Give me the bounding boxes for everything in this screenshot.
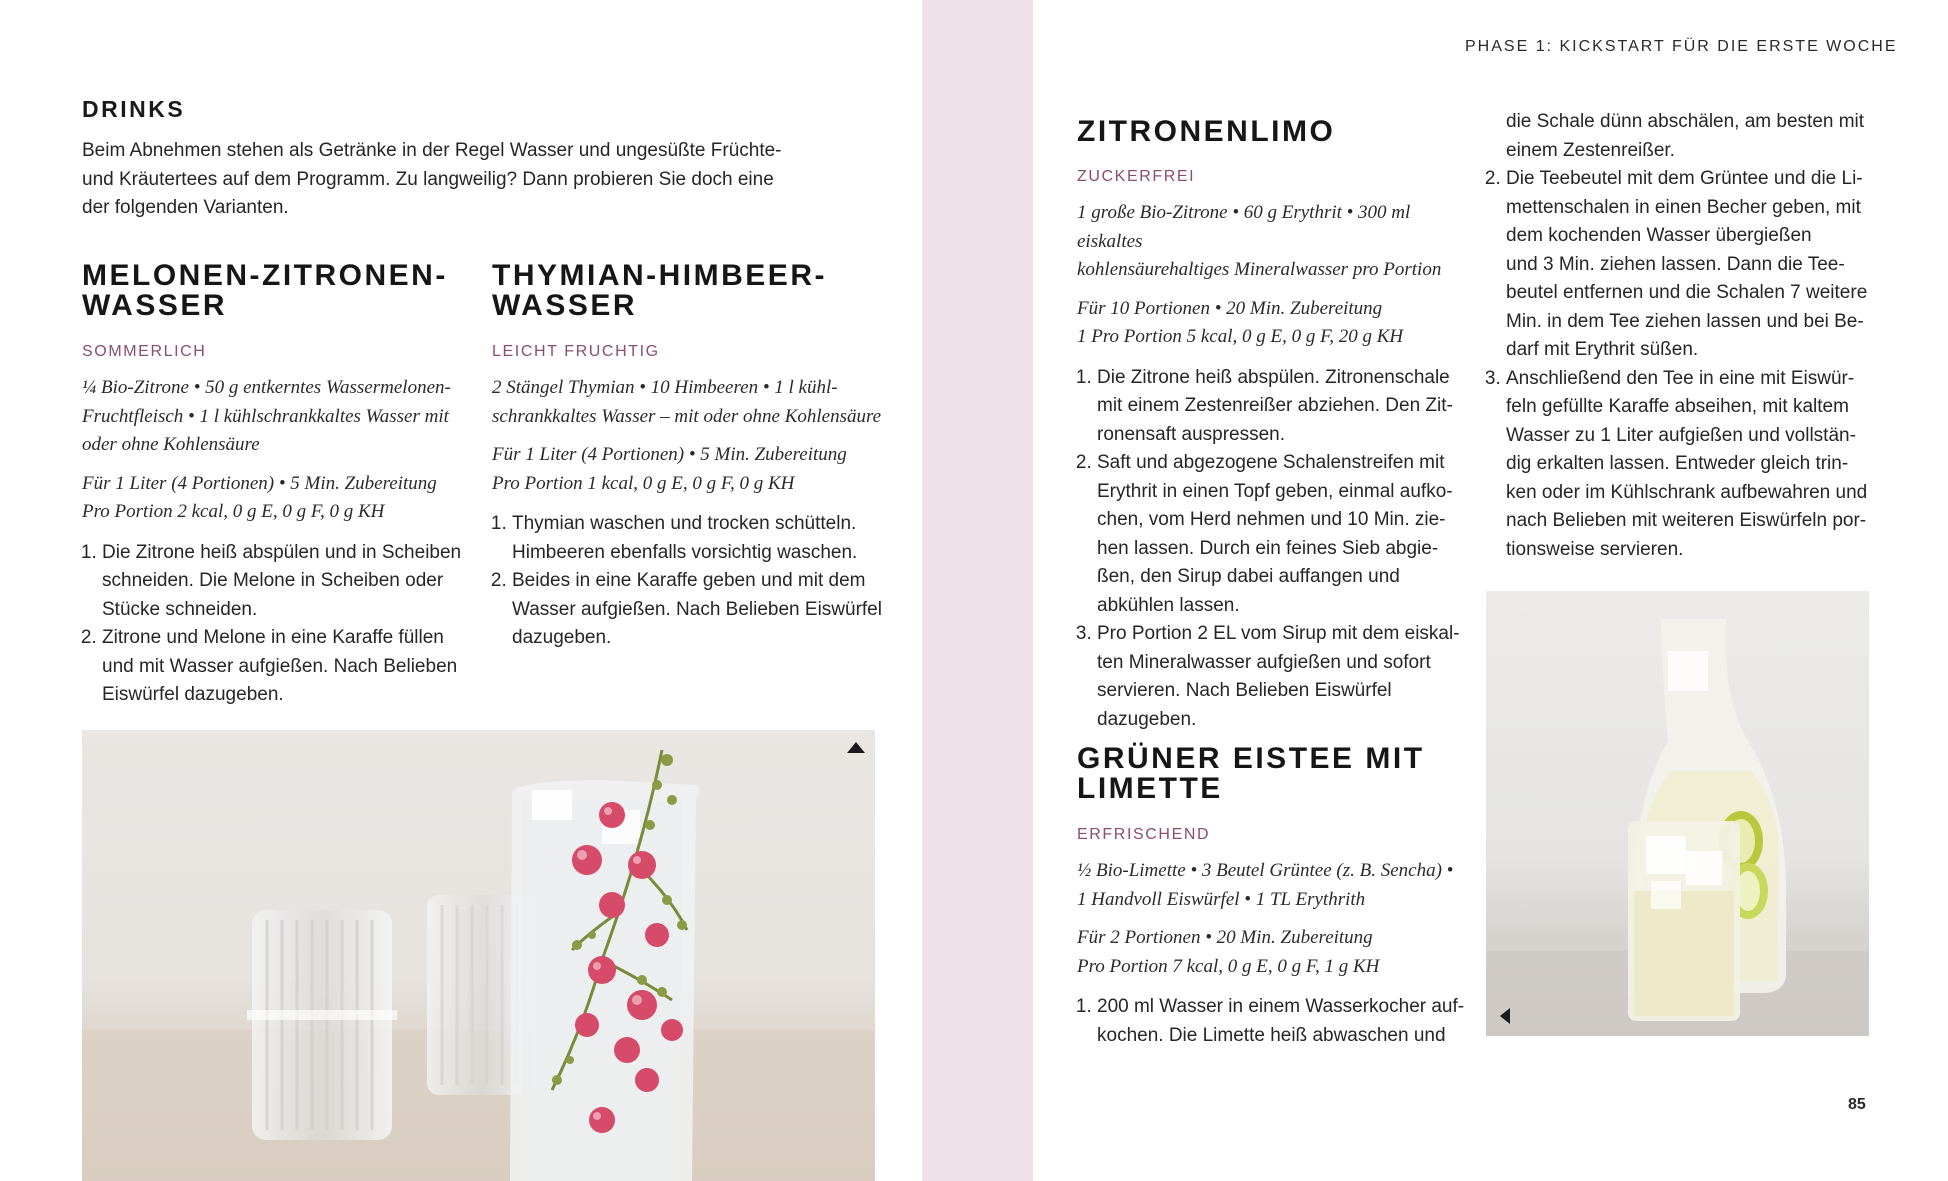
- recipe-title-line: LIMETTE: [1077, 772, 1223, 805]
- recipe-tag: ERFRISCHEND: [1077, 826, 1211, 843]
- step-line: 3. Anschließend den Tee in eine mit Eiswür-: [1506, 367, 1855, 389]
- step: [1506, 365, 1886, 565]
- step-line: 1. 200 ml Wasser in einem Wasserkocher auf-: [1097, 996, 1465, 1017]
- step: [102, 624, 482, 710]
- steps-list: [1077, 364, 1477, 735]
- step-line: Min. in dem Tee ziehen lassen und bei Be-: [1506, 310, 1864, 332]
- step-line: Stücke schneiden.: [102, 598, 258, 620]
- glass: [1628, 821, 1740, 1021]
- intro-line: Beim Abnehmen stehen als Getränke in der Regel Wasser und ungesüßte Früchte-: [82, 140, 782, 161]
- steps-list: [82, 539, 482, 710]
- recipe-title-line: MELONEN-ZITRONEN-: [82, 259, 448, 292]
- running-head: PHASE 1: KICKSTART FÜR DIE ERSTE WOCHE: [1465, 38, 1898, 55]
- info-line: Für 10 Portionen • 20 Min. Zubereitung: [1077, 297, 1383, 319]
- recipe-title: [82, 261, 482, 321]
- info-line: Pro Portion 7 kcal, 0 g E, 0 g F, 1 g KH: [1077, 955, 1380, 977]
- step-line: mettenschalen in einen Becher geben, mit: [1506, 196, 1861, 218]
- ingredients: [1077, 857, 1477, 914]
- step: [512, 510, 892, 567]
- step: [102, 539, 482, 625]
- info-line: Für 1 Liter (4 Portionen) • 5 Min. Zubereitung: [492, 444, 847, 465]
- steps-list: [1486, 165, 1886, 564]
- ingredient-line: oder ohne Kohlensäure: [82, 434, 260, 455]
- step-line: nach Belieben mit weiteren Eiswürfeln por-: [1506, 510, 1867, 531]
- recipe-title: [1077, 117, 1477, 147]
- step-line: servieren. Nach Belieben Eiswürfel: [1097, 680, 1392, 701]
- ingredients: [82, 374, 482, 460]
- step: [1097, 364, 1477, 450]
- steps-list: [492, 510, 892, 653]
- step-line: beutel entfernen und die Schalen 7 weitere: [1506, 282, 1868, 303]
- step-line: 1. Die Zitrone heiß abspülen. Zitronenschale: [1097, 366, 1450, 388]
- step-line: einem Zestenreißer.: [1506, 139, 1675, 161]
- triangle-left-icon: [1500, 1008, 1510, 1024]
- info-line: Pro Portion 2 kcal, 0 g E, 0 g F, 0 g KH: [82, 501, 385, 522]
- recipe-info: [1077, 295, 1477, 352]
- info-line: 1 Pro Portion 5 kcal, 0 g E, 0 g F, 20 g KH: [1077, 326, 1404, 347]
- info-line: Für 1 Liter (4 Portionen) • 5 Min. Zubereitung: [82, 472, 437, 494]
- step-line: dem kochenden Wasser übergießen: [1506, 225, 1812, 246]
- intro-text: [82, 137, 802, 223]
- step-line: ten Mineralwasser aufgießen und sofort: [1097, 651, 1431, 673]
- step-line: 2. Die Teebeutel mit dem Grüntee und die Li-: [1506, 168, 1863, 189]
- step-line: 1. Thymian waschen und trocken schütteln.: [512, 513, 857, 534]
- ingredient-line: kohlensäurehaltiges Mineralwasser pro Portion: [1077, 259, 1442, 280]
- step-line: hen lassen. Durch ein feines Sieb abgie-: [1097, 537, 1439, 559]
- step-line: ken oder im Kühlschrank aufbewahren und: [1506, 481, 1868, 503]
- info-line: Pro Portion 1 kcal, 0 g E, 0 g F, 0 g KH: [492, 472, 795, 494]
- step-line: die Schale dünn abschälen, am besten mit: [1506, 111, 1865, 132]
- intro-line: und Kräutertees auf dem Programm. Zu langweilig? Dann probieren Sie doch eine: [82, 168, 774, 190]
- step-line: 2. Saft und abgezogene Schalenstreifen mit: [1097, 452, 1445, 473]
- ribbed-glass: [247, 910, 397, 1140]
- steps-list: [1077, 993, 1477, 1050]
- step-line: dazugeben.: [512, 627, 612, 648]
- recipe-info: [492, 441, 892, 498]
- step-line: Himbeeren ebenfalls vorsichtig waschen.: [512, 541, 858, 563]
- photo-illustration: [1486, 591, 1869, 1036]
- recipe-title-line: GRÜNER EISTEE MIT: [1077, 742, 1425, 775]
- ingredient-line: ½ Bio-Limette • 3 Beutel Grüntee (z. B. Sencha) •: [1077, 860, 1454, 881]
- step-line: tionsweise servieren.: [1506, 538, 1684, 560]
- step-line: chen, vom Herd nehmen und 10 Min. zie-: [1097, 509, 1446, 530]
- step: [1097, 449, 1477, 620]
- recipe-title: [492, 261, 892, 321]
- step-line: abkühlen lassen.: [1097, 594, 1240, 616]
- step-line: Erythrit in einen Topf geben, einmal aufko-: [1097, 480, 1453, 502]
- ingredient-line: 1 Handvoll Eiswürfel • 1 TL Erythrith: [1077, 888, 1366, 910]
- ingredient-line: schrankkaltes Wasser – mit oder ohne Kohlensäure: [492, 405, 882, 427]
- recipe-thymian: [492, 261, 892, 653]
- page-number: 85: [1848, 1096, 1866, 1113]
- recipe-melone: [82, 261, 482, 710]
- step-line: 1. Die Zitrone heiß abspülen und in Scheiben: [102, 541, 462, 563]
- info-line: Für 2 Portionen • 20 Min. Zubereitung: [1077, 927, 1373, 948]
- step: [1097, 993, 1477, 1050]
- recipe-eistee: [1077, 744, 1477, 1050]
- step-line: und 3 Min. ziehen lassen. Dann die Tee-: [1506, 253, 1845, 275]
- recipe-info: [82, 470, 482, 527]
- recipe-title-line: THYMIAN-HIMBEER-: [492, 259, 827, 292]
- step-line: darf mit Erythrit süßen.: [1506, 339, 1699, 360]
- recipe-tag: ZUCKERFREI: [1077, 168, 1196, 185]
- step-line: feln gefüllte Karaffe abseihen, mit kaltem: [1506, 396, 1849, 417]
- triangle-up-icon: [847, 742, 865, 753]
- step-line: 2. Zitrone und Melone in eine Karaffe füllen: [102, 627, 444, 648]
- recipe-title-line: WASSER: [492, 289, 638, 322]
- recipe-eistee-continued: [1486, 108, 1886, 564]
- ingredient-line: 2 Stängel Thymian • 10 Himbeeren • 1 l kühl-: [492, 377, 838, 398]
- recipe-tag: SOMMERLICH: [82, 343, 207, 360]
- recipe-title: [1077, 744, 1477, 804]
- step-line: dazugeben.: [1097, 708, 1197, 730]
- section-title: DRINKS: [82, 96, 186, 122]
- step-line: ßen, den Sirup dabei auffangen und: [1097, 566, 1400, 587]
- step-line: 2. Beides in eine Karaffe geben und mit dem: [512, 570, 866, 591]
- ingredients: [1077, 199, 1477, 285]
- step: [512, 567, 892, 653]
- gutter-band: [922, 0, 1033, 1181]
- step-line: Eiswürfel dazugeben.: [102, 684, 284, 705]
- photo-green-iced-tea: [1486, 591, 1869, 1036]
- step-line: und mit Wasser aufgießen. Nach Belieben: [102, 655, 458, 677]
- photo-thyme-raspberry-water: [82, 730, 875, 1181]
- step-line: ronensaft auspressen.: [1097, 423, 1286, 445]
- intro-line: der folgenden Varianten.: [82, 197, 289, 218]
- recipe-title-line: WASSER: [82, 289, 228, 322]
- step-line: 3. Pro Portion 2 EL vom Sirup mit dem eiskal-: [1097, 623, 1460, 644]
- ingredient-line: Fruchtfleisch • 1 l kühlschrankkaltes Wasser mit: [82, 405, 449, 427]
- step-line: Wasser zu 1 Liter aufgießen und vollstän-: [1506, 424, 1856, 446]
- step-line: schneiden. Die Melone in Scheiben oder: [102, 570, 444, 591]
- step-line: kochen. Die Limette heiß abwaschen und: [1097, 1024, 1446, 1046]
- recipe-info: [1077, 924, 1477, 981]
- recipe-zitronenlimo: [1077, 117, 1477, 734]
- recipe-tag: LEICHT FRUCHTIG: [492, 343, 660, 360]
- recipe-title-line: ZITRONENLIMO: [1077, 115, 1336, 148]
- step-continuation: [1486, 108, 1886, 165]
- step: [1506, 165, 1886, 365]
- ingredient-line: ¼ Bio-Zitrone • 50 g entkerntes Wassermelonen-: [82, 377, 451, 398]
- ingredients: [492, 374, 892, 431]
- step-line: Wasser aufgießen. Nach Belieben Eiswürfel: [512, 598, 882, 620]
- photo-illustration: [82, 730, 875, 1181]
- step: [1097, 620, 1477, 734]
- step-line: dig erkalten lassen. Entweder gleich trin-: [1506, 453, 1849, 474]
- ingredient-line: 1 große Bio-Zitrone • 60 g Erythrit • 300 ml eiskaltes: [1077, 202, 1411, 252]
- step-line: mit einem Zestenreißer abziehen. Den Zit-: [1097, 395, 1453, 416]
